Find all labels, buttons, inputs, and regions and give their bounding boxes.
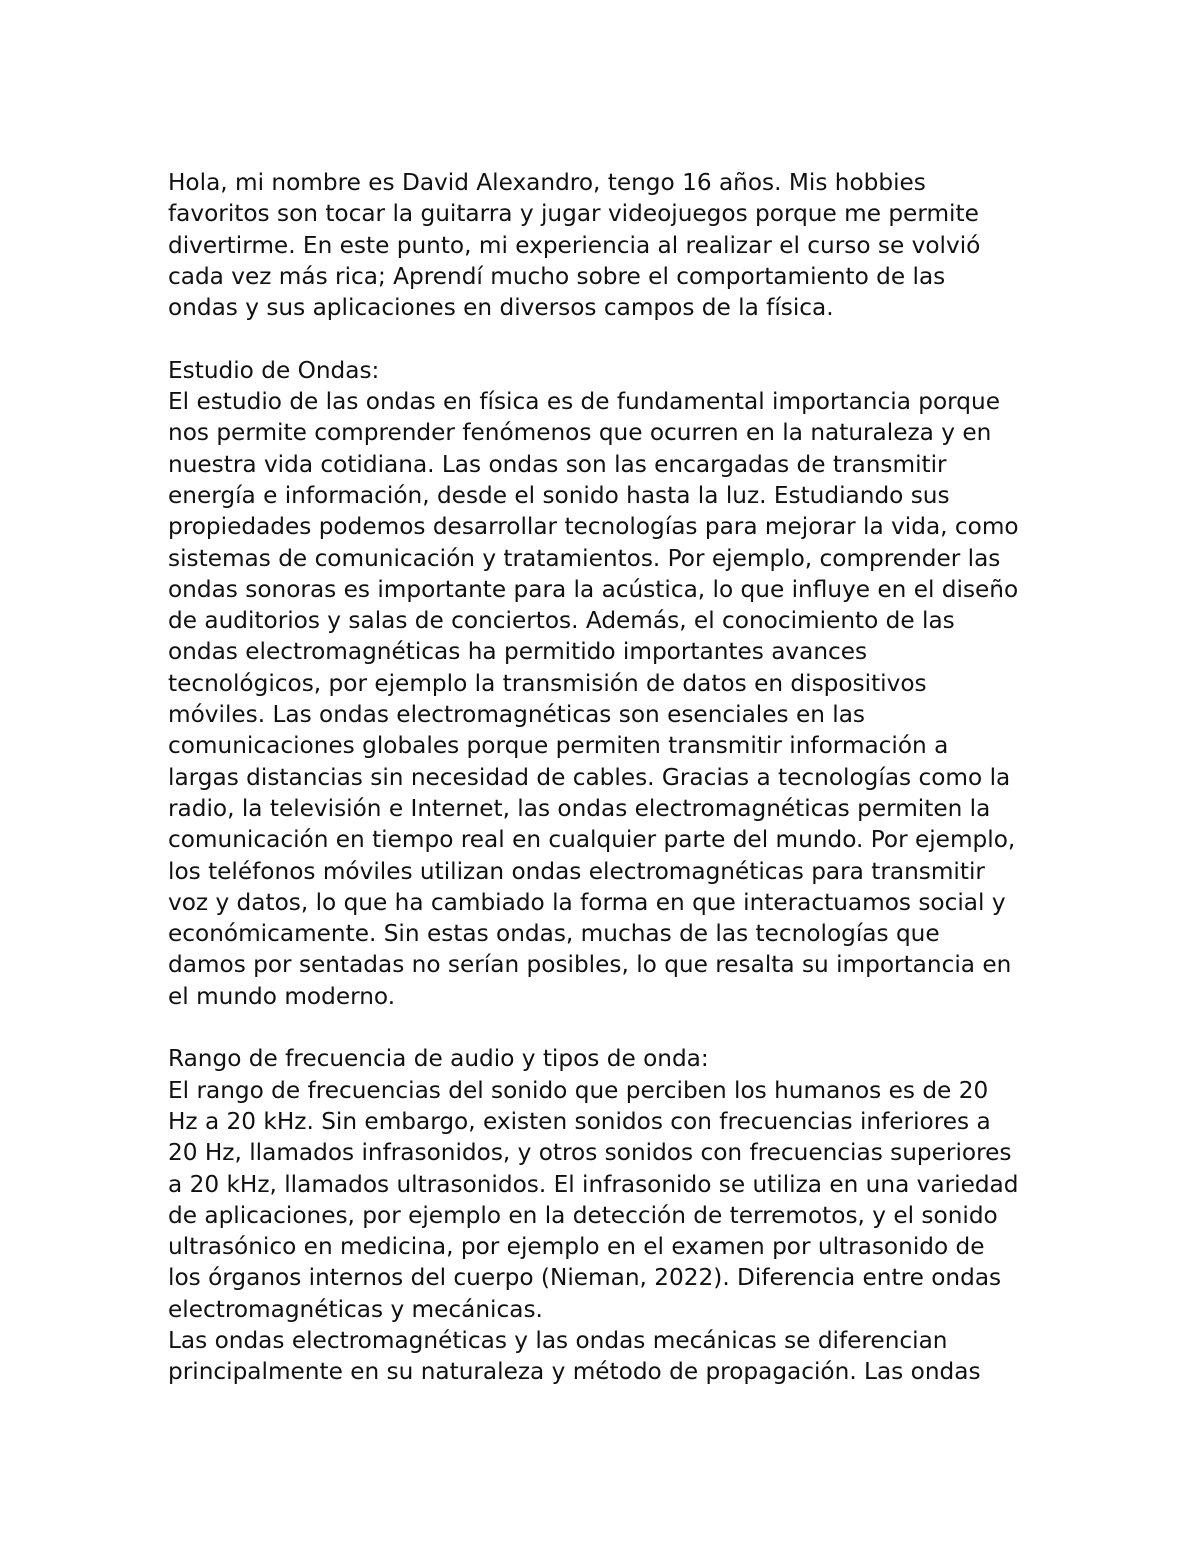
text-line: el mundo moderno. [168,982,396,1010]
section-frequency [168,1043,1048,1387]
text-line: nos permite comprender fenómenos que ocurren en la naturaleza y en [168,419,992,447]
text-line: móviles. Las ondas electromagnéticas son esenciales en las [168,701,866,729]
text-line: favoritos son tocar la guitarra y jugar videojuegos porque me permite [168,200,979,228]
text-line: energía e información, desde el sonido hasta la luz. Estudiando sus [168,481,950,509]
text-line: ondas electromagnéticas ha permitido importantes avances [168,638,868,666]
text-line: divertirme. En este punto, mi experiencia al realizar el curso se volvió [168,231,981,259]
section-heading: Estudio de Ondas: [168,356,380,384]
text-line: nuestra vida cotidiana. Las ondas son las encargadas de transmitir [168,450,947,478]
section-waves [168,355,1048,1012]
text-line: tecnológicos, por ejemplo la transmisión de datos en dispositivos [168,669,927,697]
text-line: ondas sonoras es importante para la acústica, lo que influye en el diseño [168,575,1019,603]
text-line: Las ondas electromagnéticas y las ondas mecánicas se diferencian [168,1326,948,1354]
text-line: cada vez más rica; Aprendí mucho sobre el comportamiento de las [168,262,946,290]
text-line: El estudio de las ondas en física es de fundamental importancia porque [168,388,1000,416]
paragraph-spacer [168,1012,1048,1043]
text-line: damos por sentadas no serían posibles, lo que resalta su importancia en [168,951,1012,979]
section-heading: Rango de frecuencia de audio y tipos de onda: [168,1045,709,1073]
text-line: a 20 kHz, llamados ultrasonidos. El infrasonido se utiliza en una variedad [168,1170,1019,1198]
text-line: sistemas de comunicación y tratamientos. Por ejemplo, comprender las [168,544,1001,572]
text-line: radio, la televisión e Internet, las ondas electromagnéticas permiten la [168,794,991,822]
text-line: los órganos internos del cuerpo (Nieman, 2022). Diferencia entre ondas [168,1264,1002,1292]
text-line: Hola, mi nombre es David Alexandro, tengo 16 años. Mis hobbies [168,169,926,196]
text-line: electromagnéticas y mecánicas. [168,1295,543,1323]
text-line: económicamente. Sin estas ondas, muchas de las tecnologías que [168,920,940,948]
text-line: ondas y sus aplicaciones en diversos campos de la física. [168,294,834,322]
text-line: comunicación en tiempo real en cualquier parte del mundo. Por ejemplo, [168,826,1016,854]
text-line: los teléfonos móviles utilizan ondas electromagnéticas para transmitir [168,857,985,885]
text-line: ultrasónico en medicina, por ejemplo en el examen por ultrasonido de [168,1233,985,1261]
text-line: El rango de frecuencias del sonido que perciben los humanos es de 20 [168,1076,989,1104]
text-line: de auditorios y salas de conciertos. Además, el conocimiento de las [168,607,955,635]
text-line: Hz a 20 kHz. Sin embargo, existen sonidos con frecuencias inferiores a [168,1107,991,1135]
document-body [168,167,1048,1388]
text-line: de aplicaciones, por ejemplo en la detección de terremotos, y el sonido [168,1201,998,1229]
text-line: propiedades podemos desarrollar tecnologías para mejorar la vida, como [168,513,1019,541]
text-line: voz y datos, lo que ha cambiado la forma en que interactuamos social y [168,888,1006,916]
paragraph-spacer [168,323,1048,354]
text-line: principalmente en su naturaleza y método de propagación. Las ondas [168,1358,981,1386]
text-line: comunicaciones globales porque permiten transmitir información a [168,732,949,760]
text-line: 20 Hz, llamados infrasonidos, y otros sonidos con frecuencias superiores [168,1139,1012,1167]
intro-paragraph [168,167,1048,323]
text-line: largas distancias sin necesidad de cables. Gracias a tecnologías como la [168,763,1011,791]
